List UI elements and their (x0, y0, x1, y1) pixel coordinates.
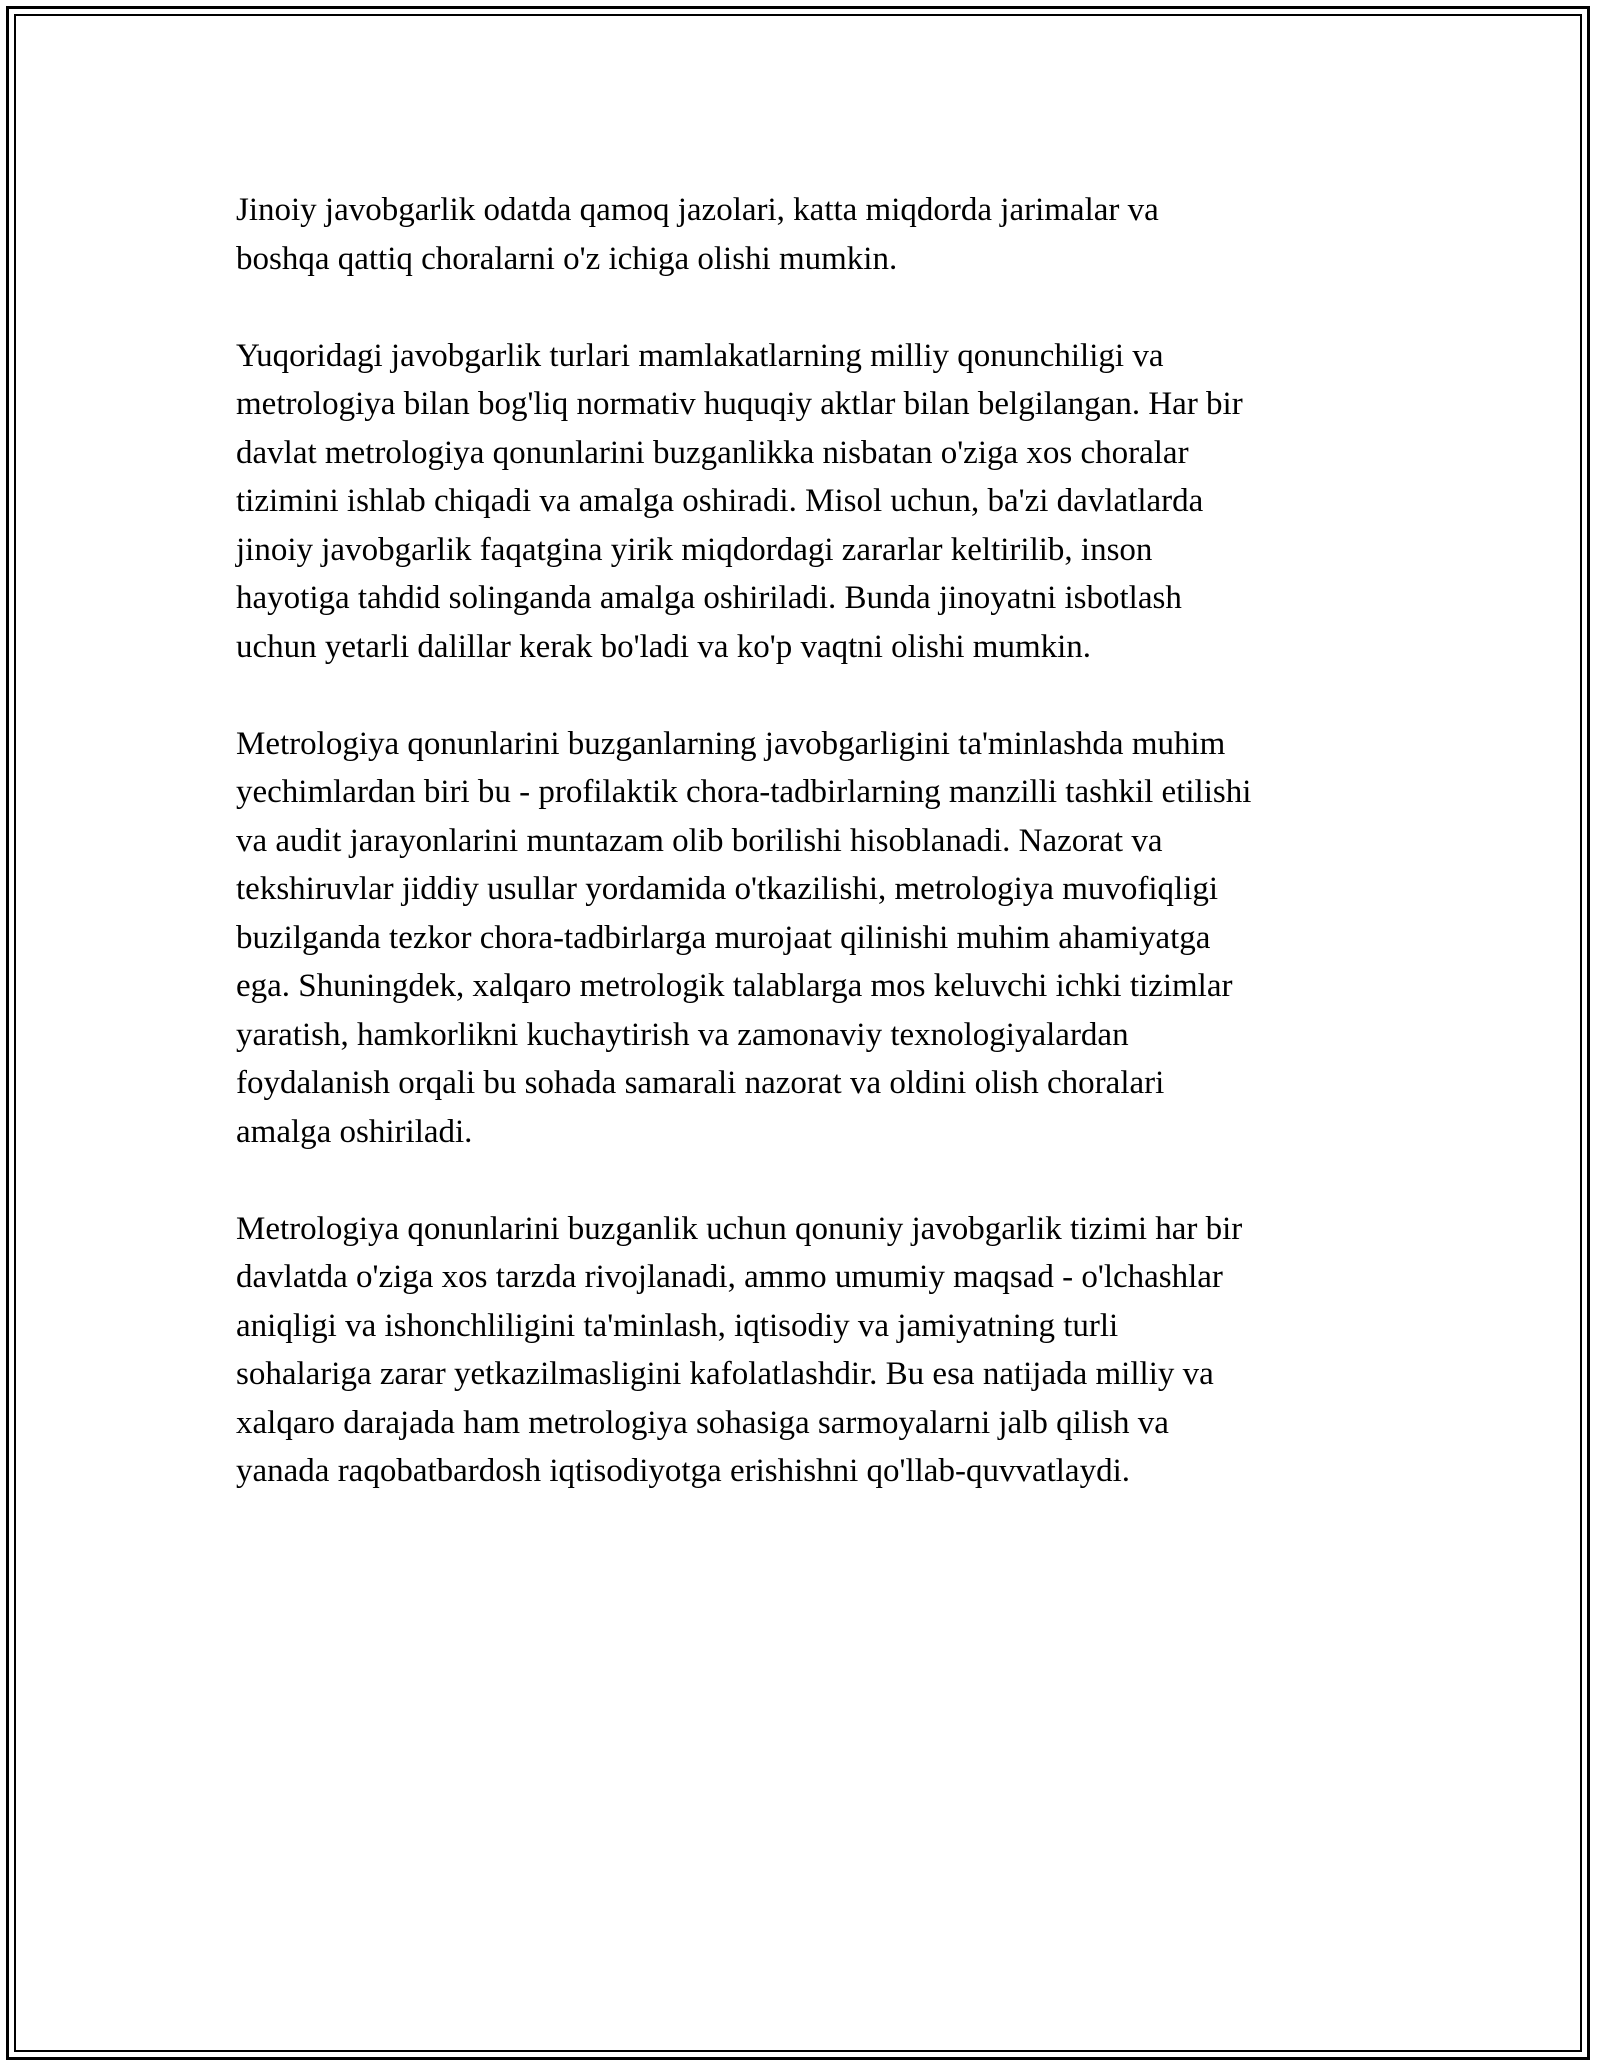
paragraph-1 (236, 186, 1376, 283)
text-line: foydalanish orqali bu sohada samarali nazorat va oldini olish choralari (236, 1065, 1165, 1101)
text-line: metrologiya bilan bog'liq normativ huquqiy aktlar bilan belgilangan. Har bir (236, 386, 1243, 422)
text-line: davlat metrologiya qonunlarini buzganlikka nisbatan o'ziga xos choralar (236, 434, 1189, 471)
text-line: va audit jarayonlarini muntazam olib borilishi hisoblanadi. Nazorat va (236, 822, 1163, 859)
paragraph-2 (236, 332, 1376, 672)
text-line: ega. Shuningdek, xalqaro metrologik talablarga mos keluvchi ichki tizimlar (236, 968, 1233, 1004)
text-line: tizimini ishlab chiqadi va amalga oshiradi. Misol uchun, ba'zi davlatlarda (236, 483, 1204, 519)
text-line: yaratish, hamkorlikni kuchaytirish va zamonaviy texnologiyalardan (236, 1016, 1129, 1053)
text-line: boshqa qattiq choralarni o'z ichiga olishi mumkin. (236, 240, 898, 277)
text-line: sohalariga zarar yetkazilmasligini kafolatlashdir. Bu esa natijada milliy va (236, 1356, 1214, 1392)
text-line: hayotiga tahdid solinganda amalga oshiriladi. Bunda jinoyatni isbotlash (236, 580, 1182, 616)
text-line: Yuqoridagi javobgarlik turlari mamlakatlarning milliy qonunchiligi va (236, 337, 1164, 374)
paragraph-4 (236, 1205, 1376, 1496)
text-line: Metrologiya qonunlarini buzganlik uchun qonuniy javobgarlik tizimi har bir (236, 1210, 1243, 1247)
document-body (236, 186, 1376, 1544)
text-line: tekshiruvlar jiddiy usullar yordamida o'tkazilishi, metrologiya muvofiqligi (236, 871, 1219, 907)
text-line: aniqligi va ishonchliligini ta'minlash, iqtisodiy va jamiyatning turli (236, 1307, 1119, 1344)
text-line: yechimlardan biri bu - profilaktik chora-tadbirlarning manzilli tashkil etilishi (236, 774, 1252, 810)
text-line: Jinoiy javobgarlik odatda qamoq jazolari, katta miqdorda jarimalar va (236, 192, 1159, 228)
text-line: yanada raqobatbardosh iqtisodiyotga erishishni qo'llab-quvvatlaydi. (236, 1453, 1130, 1489)
text-line: Metrologiya qonunlarini buzganlarning javobgarligini ta'minlashda muhim (236, 725, 1226, 762)
text-line: jinoiy javobgarlik faqatgina yirik miqdordagi zararlar keltirilib, inson (236, 531, 1153, 568)
text-line: davlatda o'ziga xos tarzda rivojlanadi, ammo umumiy maqsad - o'lchashlar (236, 1259, 1223, 1295)
text-line: xalqaro darajada ham metrologiya sohasiga sarmoyalarni jalb qilish va (236, 1404, 1169, 1441)
paragraph-3 (236, 720, 1376, 1157)
text-line: uchun yetarli dalillar kerak bo'ladi va ko'p vaqtni olishi mumkin. (236, 628, 1092, 665)
text-line: buzilganda tezkor chora-tadbirlarga murojaat qilinishi muhim ahamiyatga (236, 919, 1211, 956)
text-line: amalga oshiriladi. (236, 1113, 473, 1150)
